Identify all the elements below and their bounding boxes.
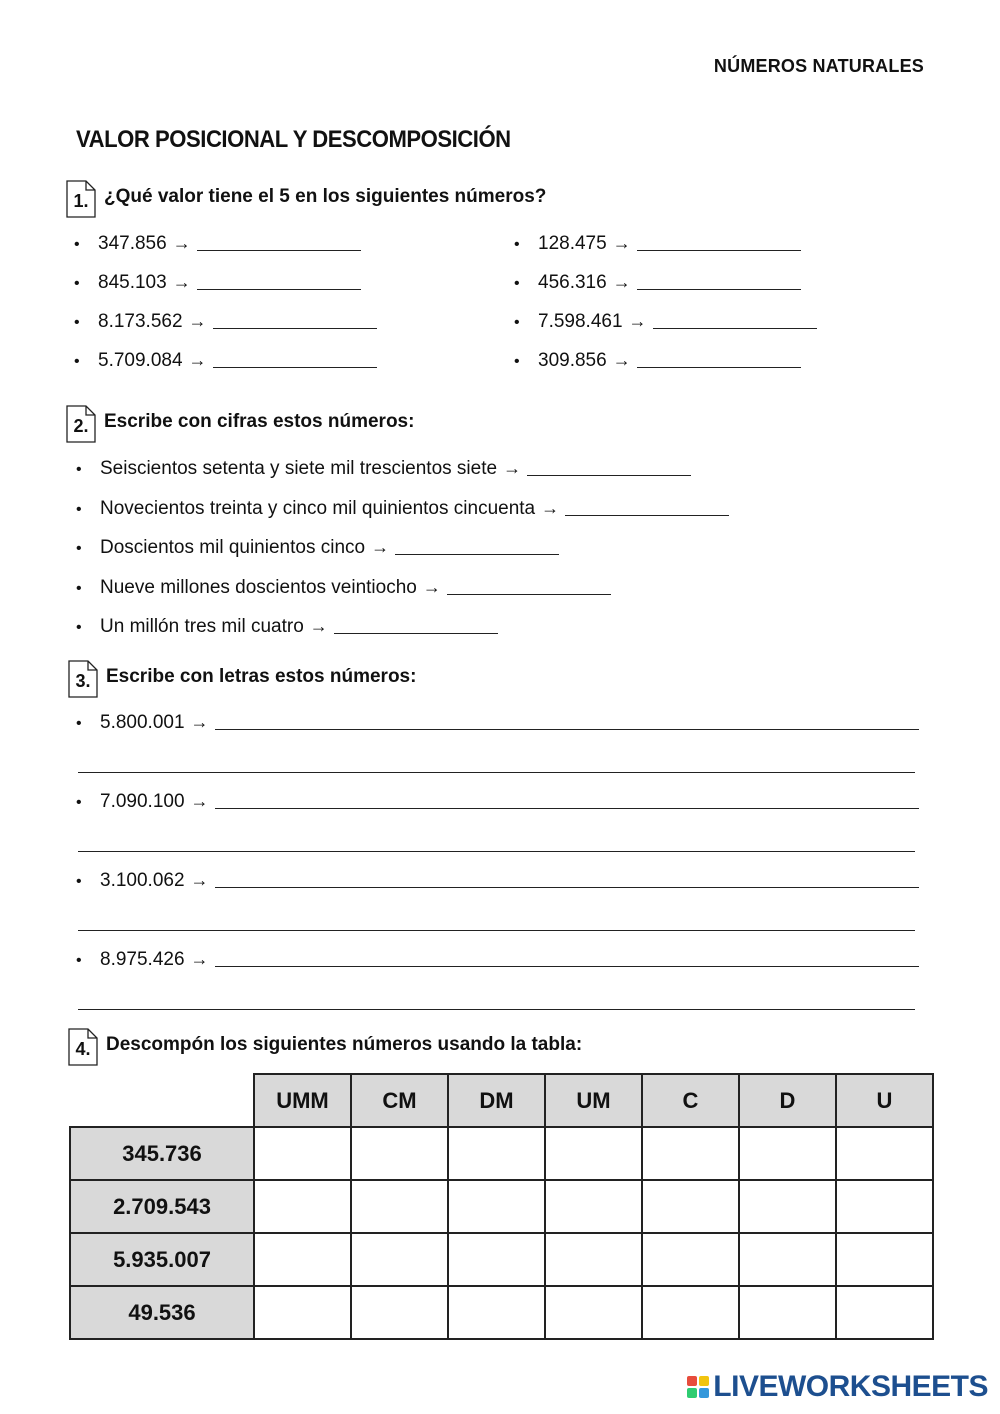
logo-text: LIVEWORKSHEETS — [713, 1370, 988, 1403]
arrow-icon: → — [190, 712, 209, 732]
answer-cell[interactable] — [642, 1286, 739, 1339]
list-item: • Novecientos treinta y cinco mil quinientos cincuenta → — [76, 498, 729, 538]
answer-cell[interactable] — [351, 1180, 448, 1233]
decomposition-table — [69, 1073, 934, 1340]
answer-cell[interactable] — [448, 1233, 545, 1286]
list-item: • 3.100.062 → — [76, 870, 919, 900]
answer-cell[interactable] — [739, 1180, 836, 1233]
number-text: 845.103 — [98, 272, 167, 293]
answer-blank[interactable] — [215, 807, 919, 809]
section-number: 2. — [73, 416, 89, 436]
answer-blank[interactable] — [213, 327, 377, 329]
column-header: U — [836, 1074, 933, 1127]
answer-blank[interactable] — [215, 728, 919, 730]
section-3-heading — [68, 660, 416, 694]
list-item: • 309.856 → — [514, 350, 817, 389]
answer-blank[interactable] — [197, 249, 361, 251]
answer-line[interactable] — [78, 1009, 915, 1010]
answer-blank[interactable] — [197, 288, 361, 290]
arrow-icon: → — [190, 791, 209, 811]
list-item: • Seiscientos setenta y siete mil trescientos siete → — [76, 458, 729, 498]
list-item: • 5.709.084 → — [74, 350, 377, 389]
answer-cell[interactable] — [642, 1233, 739, 1286]
answer-blank[interactable] — [637, 288, 801, 290]
answer-cell[interactable] — [642, 1180, 739, 1233]
section-2-heading — [66, 405, 414, 439]
section-4-heading — [68, 1028, 582, 1062]
answer-line[interactable] — [78, 930, 915, 931]
answer-cell[interactable] — [448, 1180, 545, 1233]
arrow-icon: → — [612, 272, 631, 292]
number-text: 7.598.461 — [538, 311, 623, 332]
value-list-left — [74, 233, 377, 389]
words-text: Un millón tres mil cuatro — [100, 616, 304, 637]
table-corner — [70, 1074, 254, 1127]
number-text: 5.709.084 — [98, 350, 183, 371]
number-text: 7.090.100 — [100, 791, 185, 812]
logo-squares-icon — [687, 1376, 709, 1398]
answer-blank[interactable] — [213, 366, 377, 368]
arrow-icon: → — [309, 616, 328, 636]
answer-cell[interactable] — [351, 1127, 448, 1180]
number-text: 456.316 — [538, 272, 607, 293]
answer-cell[interactable] — [836, 1286, 933, 1339]
number-text: 8.975.426 — [100, 949, 185, 970]
arrow-icon: → — [190, 870, 209, 890]
answer-blank[interactable] — [527, 474, 691, 476]
table-row — [70, 1286, 933, 1339]
list-item: • 347.856 → — [74, 233, 377, 272]
digits-list — [76, 458, 729, 656]
row-label: 2.709.543 — [70, 1180, 254, 1233]
arrow-icon: → — [188, 350, 207, 370]
table-row — [70, 1127, 933, 1180]
page-icon — [66, 405, 96, 439]
number-text: 5.800.001 — [100, 712, 185, 733]
answer-cell[interactable] — [448, 1127, 545, 1180]
answer-cell[interactable] — [254, 1127, 351, 1180]
arrow-icon: → — [172, 272, 191, 292]
answer-blank[interactable] — [215, 886, 919, 888]
answer-blank[interactable] — [334, 632, 498, 634]
section-1-heading — [66, 180, 546, 214]
words-list — [76, 712, 919, 1010]
table-row — [70, 1180, 933, 1233]
answer-cell[interactable] — [739, 1286, 836, 1339]
answer-cell[interactable] — [545, 1286, 642, 1339]
arrow-icon: → — [188, 311, 207, 331]
words-text: Nueve millones doscientos veintiocho — [100, 576, 417, 598]
section-number: 1. — [73, 191, 89, 211]
answer-blank[interactable] — [215, 965, 919, 967]
list-item: • 7.598.461 → — [514, 311, 817, 350]
list-item: • 128.475 → — [514, 233, 817, 272]
answer-cell[interactable] — [545, 1233, 642, 1286]
answer-blank[interactable] — [653, 327, 817, 329]
list-item: • 5.800.001 → — [76, 712, 919, 742]
answer-cell[interactable] — [545, 1127, 642, 1180]
section-title: Descompón los siguientes números usando la tabla: — [106, 1034, 583, 1055]
number-text: 309.856 — [538, 350, 607, 371]
list-item: • 456.316 → — [514, 272, 817, 311]
list-item: • 7.090.100 → — [76, 791, 919, 821]
arrow-icon: → — [503, 458, 522, 478]
page-icon — [68, 660, 98, 694]
answer-cell[interactable] — [836, 1180, 933, 1233]
answer-cell[interactable] — [545, 1180, 642, 1233]
list-item: • 8.975.426 → — [76, 949, 919, 979]
answer-blank[interactable] — [395, 553, 559, 555]
table-row — [70, 1233, 933, 1286]
column-header: DM — [448, 1074, 545, 1127]
column-header: UM — [545, 1074, 642, 1127]
answer-cell[interactable] — [836, 1233, 933, 1286]
arrow-icon: → — [371, 537, 390, 557]
arrow-icon: → — [628, 311, 647, 331]
answer-blank[interactable] — [637, 366, 801, 368]
section-title: Escribe con letras estos números: — [106, 666, 417, 687]
answer-blank[interactable] — [637, 249, 801, 251]
answer-cell[interactable] — [642, 1127, 739, 1180]
row-label: 345.736 — [70, 1127, 254, 1180]
list-item: • Nueve millones doscientos veintiocho → — [76, 577, 729, 617]
table-header-row — [70, 1074, 933, 1127]
answer-cell[interactable] — [739, 1127, 836, 1180]
words-text: Doscientos mil quinientos cinco — [100, 537, 366, 558]
arrow-icon: → — [612, 350, 631, 370]
list-item: • 845.103 → — [74, 272, 377, 311]
answer-blank[interactable] — [565, 514, 729, 516]
section-title: ¿Qué valor tiene el 5 en los siguientes números? — [104, 186, 547, 207]
column-header: UMM — [254, 1074, 351, 1127]
column-header: D — [739, 1074, 836, 1127]
answer-blank[interactable] — [447, 593, 611, 595]
column-header: CM — [351, 1074, 448, 1127]
arrow-icon: → — [422, 576, 441, 597]
value-list-right — [514, 233, 817, 389]
section-number: 4. — [75, 1039, 91, 1059]
number-text: 128.475 — [538, 233, 607, 254]
arrow-icon: → — [541, 497, 560, 518]
arrow-icon: → — [612, 233, 631, 253]
words-text: Novecientos treinta y cinco mil quinientos cincuenta — [100, 497, 536, 519]
answer-cell[interactable] — [351, 1233, 448, 1286]
answer-cell[interactable] — [739, 1233, 836, 1286]
column-header: C — [642, 1074, 739, 1127]
answer-cell[interactable] — [254, 1233, 351, 1286]
page-icon — [68, 1028, 98, 1062]
section-number: 3. — [75, 671, 91, 691]
words-text: Seiscientos setenta y siete mil trescientos siete — [100, 458, 498, 479]
row-label: 5.935.007 — [70, 1233, 254, 1286]
answer-line[interactable] — [78, 772, 915, 773]
answer-cell[interactable] — [351, 1286, 448, 1339]
answer-cell[interactable] — [254, 1286, 351, 1339]
answer-cell[interactable] — [836, 1127, 933, 1180]
list-item: • 8.173.562 → — [74, 311, 377, 350]
section-title: Escribe con cifras estos números: — [104, 411, 415, 432]
number-text: 347.856 — [98, 233, 167, 254]
number-text: 3.100.062 — [100, 870, 185, 891]
document-topic: NÚMEROS NATURALES — [713, 56, 924, 76]
liveworksheets-logo[interactable] — [687, 1370, 988, 1404]
row-label: 49.536 — [70, 1286, 254, 1339]
answer-cell[interactable] — [448, 1286, 545, 1339]
list-item: • Un millón tres mil cuatro → — [76, 616, 729, 656]
arrow-icon: → — [172, 233, 191, 253]
number-text: 8.173.562 — [98, 311, 183, 332]
page-title: VALOR POSICIONAL Y DESCOMPOSICIÓN — [76, 126, 511, 153]
arrow-icon: → — [190, 949, 209, 969]
list-item: • Doscientos mil quinientos cinco → — [76, 537, 729, 577]
answer-cell[interactable] — [254, 1180, 351, 1233]
answer-line[interactable] — [78, 851, 915, 852]
page-icon — [66, 180, 96, 214]
